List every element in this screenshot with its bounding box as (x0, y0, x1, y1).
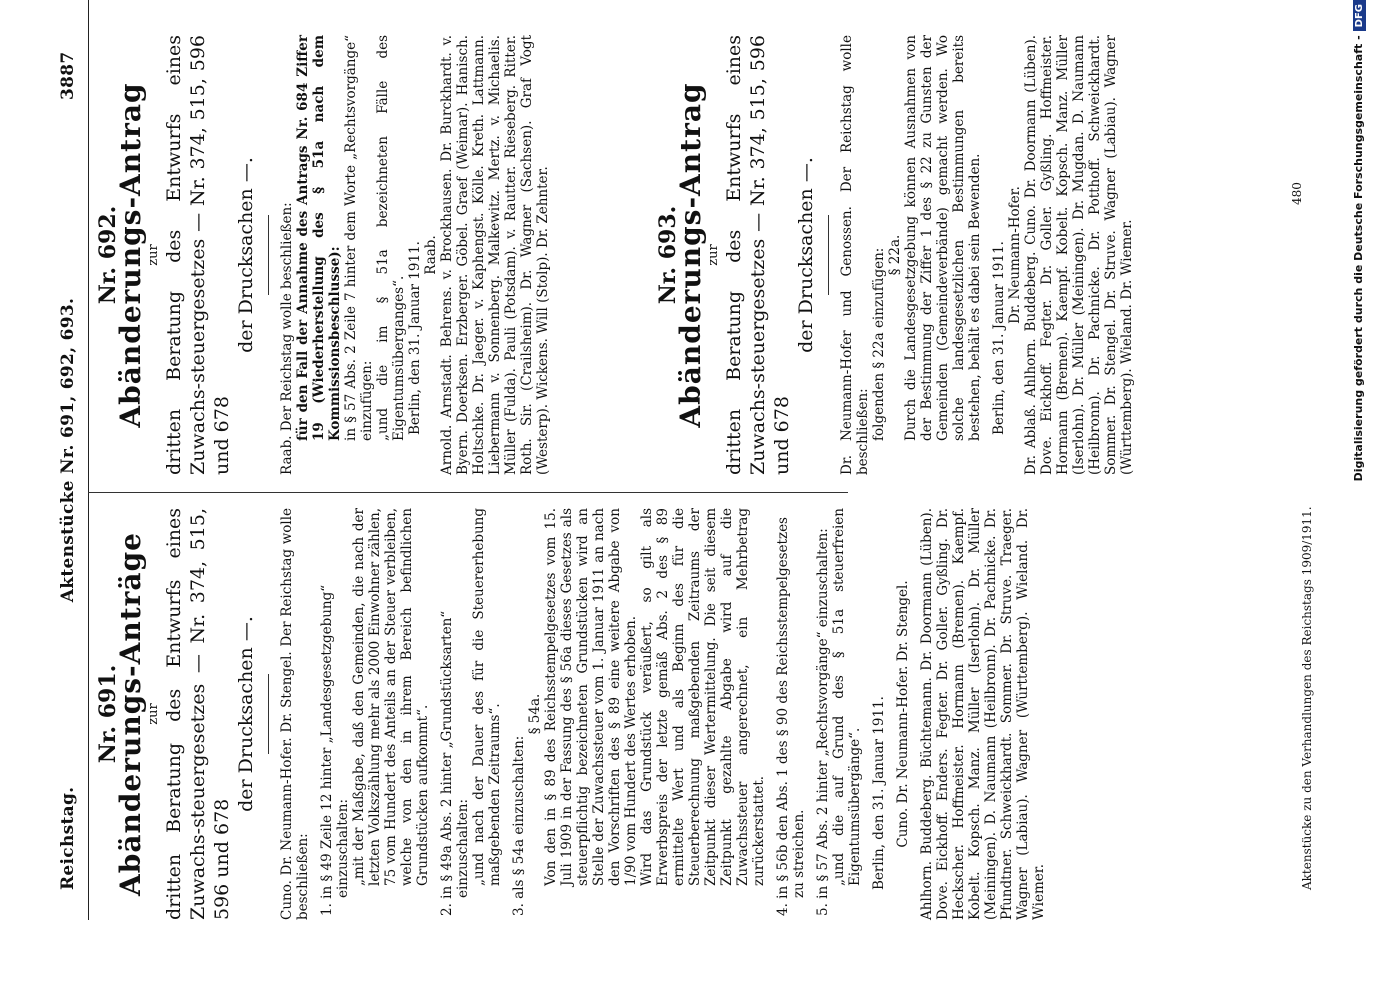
doc-691-subject-2: der Drucksachen —. (235, 616, 257, 812)
page-number-top: 3887 (58, 51, 78, 100)
doc-692-quote: „und die im § 51a bezeichneten Fälle des Eigentumsüberganges“. (375, 35, 407, 441)
doc-691-item-2-quote: „und nach der Dauer des für die Steuererhebung maßgebenden Zeitraums“. (471, 508, 503, 886)
doc-691-item-5: 5. in § 57 Abs. 2 hinter „Rechtsvorgänge“ einzuschalten: (815, 528, 831, 916)
doc-691-date: Berlin, den 31. Januar 1911. (871, 696, 887, 890)
doc-691-item-4: 4. in § 56b den Abs. 1 des § 90 des Reichsstempelgesetzes zu streichen. (775, 517, 807, 916)
footer-source: Aktenstücke zu den Verhandlungen des Reichstags 1909/1911. (1300, 506, 1314, 890)
doc-692-heading: Abänderungs-Antrag (114, 82, 147, 428)
separator (268, 215, 269, 295)
doc-691-item-2: 2. in § 49a Abs. 2 hinter „Grundstücksarten“ einzuschalten: (439, 610, 471, 916)
doc-693-intro: Dr. Neumann-Hofer und Genossen. Der Reichstag wolle beschließen: (839, 35, 871, 475)
doc-692-subject: dritten Beratung des Entwurfs eines Zuwachs-steuergesetzes — Nr. 374, 515, 596 und 678 (163, 35, 233, 475)
doc-691-heading: Abänderungs-Anträge (114, 532, 147, 896)
doc-692-date: Berlin, den 31. Januar 1911. (407, 241, 423, 435)
separator (828, 215, 829, 295)
doc-691-para-54a: § 54a. (527, 693, 543, 735)
doc-693-number: Nr. 693. (655, 205, 681, 305)
doc-693-subject-2: der Drucksachen —. (795, 157, 817, 353)
doc-693 (655, 35, 1135, 475)
header-rule (88, 0, 89, 920)
doc-692-subject-2: der Drucksachen —. (235, 157, 257, 353)
doc-691-item-5-quote: „und die auf Grund des § 51a steuerfreien Eigentumsübergänge“. (831, 508, 863, 886)
doc-691-item-3-text-2: Wird das Grundstück veräußert, so gilt als Erwerbspreis der letzte gemäß Abs. 2 des § 89 ermittelte Wert und als Beginn des für die Steuerberechnung maßgebenden Zeitraums der Zeitpunkt dieser Wertermittelung. Die seit diesem Zeitpunkt gezahlte Abgabe wird auf die Zuwachssteuer angerechnet, ein Mehrbetrag zurückerstattet. (639, 508, 767, 886)
doc-693-date: Berlin, den 31. Januar 1911. (991, 241, 1007, 435)
doc-692-number: Nr. 692. (95, 205, 121, 305)
doc-691-item-3: 3. als § 54a einzuschalten: (511, 735, 527, 916)
doc-692-signers-head: Raab. (423, 235, 439, 275)
doc-691-signers: Ahlhorn. Buddeberg. Büchtemann. Dr. Doormann (Lüben). Dove. Eickhoff. Enders. Fegter. Dr. Goller. Gyßling. Dr. Heckscher. Hoffmeister. Hormann (Bremen). Kaempf. Kobelt. Kopsch. Manz. Müller (Iserlohn). Dr. Müller (Meiningen). D. Naumann (Heilbronn). Dr. Pachnicke. Dr. Pfundtner. Schweickhardt. Sommer. Dr. Struve. Traeger. Wagner (Labiau). Wagner (Württemberg). Wieland. Dr. Wiemer. (919, 508, 1047, 920)
doc-691-zur: zur (146, 703, 161, 725)
doc-691-signers-head: Cuno. Dr. Neumann-Hofer. Dr. Stengel. (895, 580, 911, 848)
doc-691-subject: dritten Beratung des Entwurfs eines Zuwachs-steuergesetzes — Nr. 374, 515, 596 und 678 (163, 508, 233, 920)
doc-693-para-22a: § 22a. (887, 234, 903, 276)
doc-691-number: Nr. 691. (95, 664, 121, 764)
column-divider (88, 492, 848, 493)
doc-693-signers-head: Dr. Neumann-Hofer. (1007, 186, 1023, 324)
running-header (58, 0, 88, 1000)
doc-693-zur: zur (706, 244, 721, 266)
doc-692-condition: für den Fall der Annahme des Antrags Nr. 684 Ziffer 19 (Wiederherstellung des § 51a nach dem Kommissionsbeschlusse): (295, 35, 343, 441)
dfg-logo: DFG (1353, 0, 1366, 31)
doc-692-intro: Raab. Der Reichstag wolle beschließen: (279, 202, 295, 475)
doc-693-text: folgenden § 22a einzufügen: (871, 247, 887, 441)
doc-691-intro: Cuno. Dr. Neumann-Hofer. Dr. Stengel. Der Reichstag wolle beschließen: (279, 508, 311, 920)
doc-691-item-1: 1. in § 49 Zeile 12 hinter „Landesgesetzgebung“ einzuschalten: (319, 584, 351, 916)
doc-693-body: Durch die Landesgesetzgebung können Ausnahmen von der Bestimmung der Ziffer 1 des § 22 zu Gunsten der Gemeinden (Gemeindeverbände) gemacht werden. Wo solche landesgesetzlichen Bestimmungen bereits bestehen, behält es dabei sein Bewenden. (903, 35, 983, 441)
dfg-credit-text: Digitalisierung gefördert durch die Deutsche Forschungsgemeinschaft - (1352, 35, 1365, 482)
header-center: Aktenstücke Nr. 691, 692, 693. (58, 297, 78, 603)
doc-692-zur: zur (146, 244, 161, 266)
doc-692-text: in § 57 Abs. 2 Zeile 7 hinter dem Worte „Rechtsvorgänge“ einzufügen: (343, 35, 375, 441)
dfg-credit (1352, 0, 1366, 1000)
doc-691-item-3-text-1: Von den in § 89 des Reichsstempelgesetzes vom 15. Juli 1909 in der Fassung des § 56a dieses Gesetzes als steuerpflichtig bezeichneten Grundstücken wird an Stelle der Zuwachssteuer vom 1. Januar 1911 an nach den Vorschriften des § 89 eine weitere Abgabe von 1/90 vom Hundert des Wertes erhoben. (543, 508, 639, 886)
doc-691-item-1-quote: „mit der Maßgabe, daß den Gemeinden, die nach der letzten Volkszählung mehr als 2000 Einwohner zählen, 75 vom Hundert des Anteils an der Steuer verbleiben, welche von den in ihrem Bereich befindlichen Grundstücken aufkommt“. (351, 508, 431, 886)
doc-692 (95, 35, 551, 475)
doc-692-signers: Arnold. Arnstadt. Behrens. v. Brockhausen. Dr. Burckhardt. v. Byern. Doerksen. Erzberger. Göbel. Graef (Weimar). Hanisch. Holtschke. Dr. Jaeger. v. Kaphengst. Kölle. Kreth. Lattmann. Liebermann v. Sonnenberg. Malkewitz. Mertz. v. Michaelis. Müller (Fulda). Pauli (Potsdam). v. Rautter. Rieseberg. Ritter. Roth. Sir. (Crailsheim). Dr. Wagner (Sachsen). Graf Vogt (Westerp). Wickens. Will (Stolp). Dr. Zehnter. (439, 35, 551, 475)
doc-691 (95, 508, 1047, 920)
separator (268, 674, 269, 754)
doc-693-subject: dritten Beratung des Entwurfs eines Zuwachs-steuergesetzes — Nr. 374, 515, 596 und 678 (723, 35, 793, 475)
doc-693-heading: Abänderungs-Antrag (674, 82, 707, 428)
footer-page-number: 480 (1290, 182, 1304, 205)
header-left: Reichstag. (58, 786, 78, 890)
doc-693-signers: Dr. Ablaß. Ahlhorn. Buddeberg. Cuno. Dr. Doormann (Lüben). Dove. Eickhoff. Fegter. Dr. Goller. Gyßling. Hoffmeister. Hormann (Bremen). Kaempf. Kobelt. Kopsch. Manz. Müller (Iserlohn). Dr. Müller (Meiningen). Dr. Mugdan. D. Naumann (Heilbronn). Dr. Pachnicke. Dr. Potthoff. Schweickhardt. Sommer. Dr. Stengel. Dr. Struve. Wagner (Labiau). Wagner (Württemberg). Wieland. Dr. Wiemer. (1023, 35, 1135, 475)
